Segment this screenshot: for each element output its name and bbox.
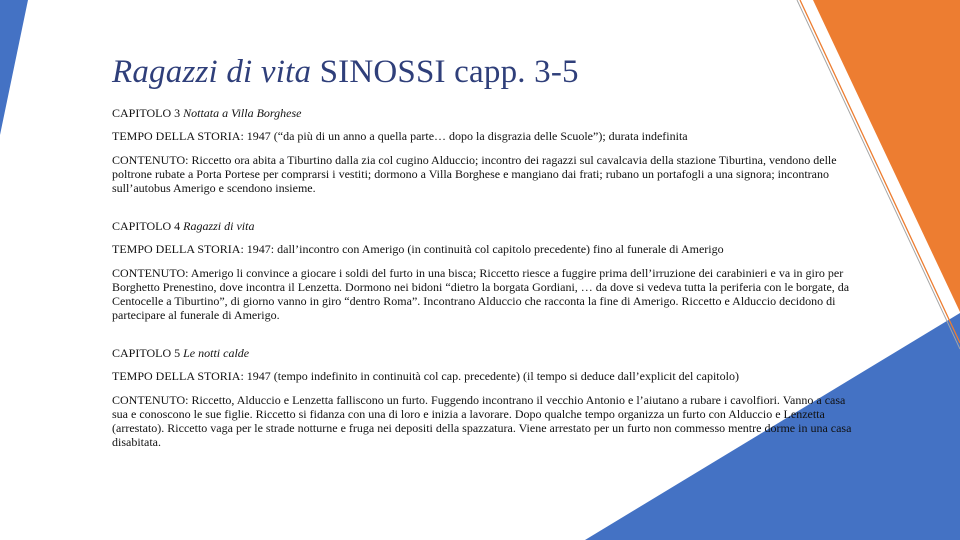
content-paragraph: CONTENUTO: Riccetto ora abita a Tiburtino dalla zia col cugino Alduccio; incontro dei ragazzi sul cavalcavia della stazione Tiburtina, vendono delle poltrone rubate a Porta Portese per comprarsi i vestiti; dormono a Villa Borghese e mangiano dai frati; rubano un portafogli a una signora; incontrano sull’autobus Amerigo e scendono insieme. — [112, 153, 837, 195]
slide-title — [112, 52, 857, 92]
title-italic: Ragazzi di vita — [112, 54, 312, 90]
chapter-heading: CAPITOLO 4 Ragazzi di vita — [112, 219, 255, 233]
title-rest: SINOSSI capp. 3-5 — [319, 54, 579, 90]
content-paragraph: CONTENUTO: Riccetto, Alduccio e Lenzetta falliscono un furto. Fuggendo incontrano il vecchio Antonio e l’aiutano a rubare i cavolfiori. Vanno a casa sua e conoscono le sue figlie. Riccetto si fidanza con una di loro e inizia a lavorare. Dopo qualche tempo organizza un furto con Alduccio e Lenzetta (arrestato). Riccetto vaga per le strade notturne e fruga nei depositi della spazzatura. Viene arrestato per un furto non commesso mentre dorme in una casa disabitata. — [112, 393, 852, 449]
chapter-section — [112, 219, 857, 322]
time-paragraph: TEMPO DELLA STORIA: 1947 (tempo indefinito in continuità col cap. precedente) (il tempo si deduce dall’explicit del capitolo) — [112, 369, 739, 383]
time-paragraph: TEMPO DELLA STORIA: 1947: dall’incontro con Amerigo (in continuità col capitolo precedente) fino al funerale di Amerigo — [112, 242, 724, 256]
left-blue-triangle — [0, 0, 28, 135]
slide-content — [112, 52, 857, 473]
content-paragraph: CONTENUTO: Amerigo li convince a giocare i soldi del furto in una bisca; Riccetto riesce a fuggire prima dell’irruzione dei carabinieri e va in giro per Borghetto Prenestino, dove incontra il Lenzetta. Dormono nei bidoni “dietro la borgata Gordiani, … da dove si vedeva tutta la periferia con le borgate, da Centocelle a Tiburtino”, di giorno vanno in giro “dentro Roma”. Incontrano Alduccio che racconta la fine di Amerigo. Riccetto e Alduccio decidono di partecipare al funerale di Amerigo. — [112, 266, 850, 322]
time-paragraph: TEMPO DELLA STORIA: 1947 (“da più di un anno a quella parte… dopo la disgrazia delle Scuole”); durata indefinita — [112, 129, 688, 143]
chapter-section — [112, 346, 857, 449]
chapter-heading: CAPITOLO 5 Le notti calde — [112, 346, 250, 360]
chapter-heading: CAPITOLO 3 Nottata a Villa Borghese — [112, 106, 302, 120]
chapter-section — [112, 106, 857, 195]
